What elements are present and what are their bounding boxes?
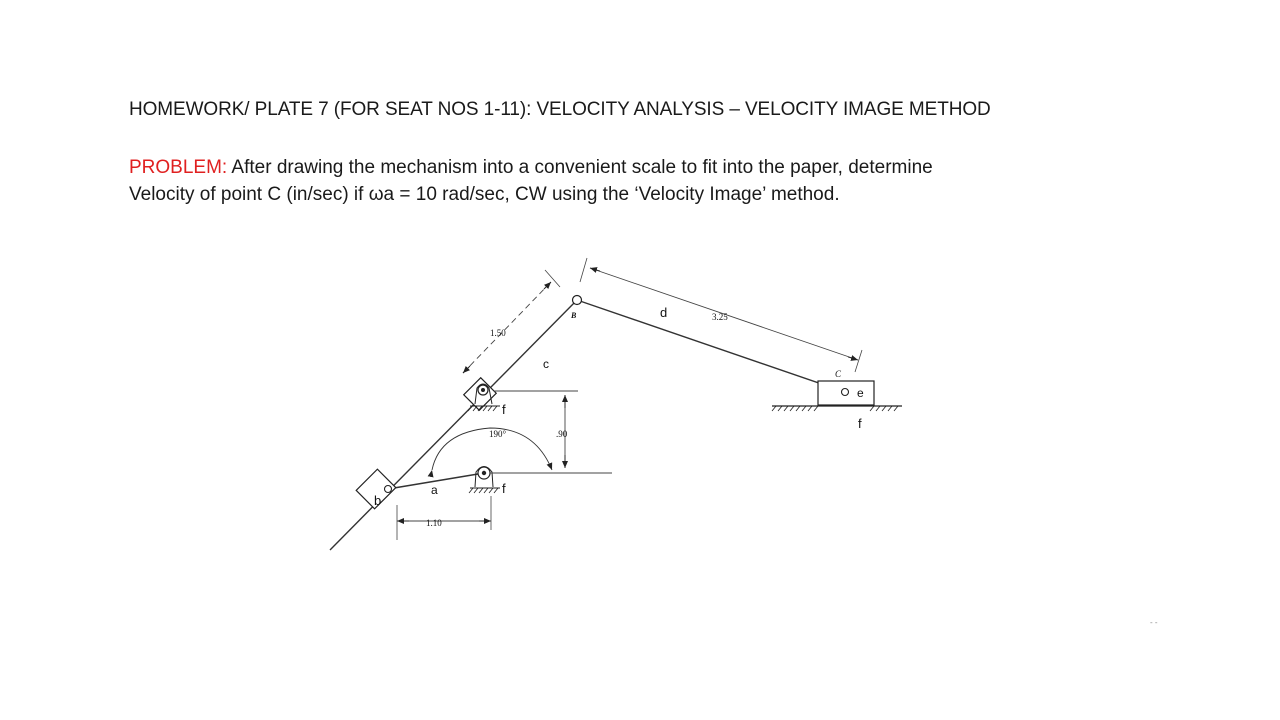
label-dim-325: 3.25 <box>712 312 728 322</box>
joint-c-pin <box>842 389 849 396</box>
label-point-B: B <box>571 311 577 320</box>
label-link-b: b <box>374 493 382 508</box>
label-ground-top: f <box>502 402 506 417</box>
label-angle-190: 190° <box>489 429 507 439</box>
lower-ground-hatch <box>469 488 498 493</box>
problem-line-2: Velocity of point C (in/sec) if ωa = 10 rad/sec, CW using the ‘Velocity Image’ method. <box>129 184 840 205</box>
link-d <box>577 300 845 392</box>
slider-ground-hatch <box>772 406 898 411</box>
label-link-e: e <box>857 386 864 400</box>
label-dim-110: 1.10 <box>426 518 442 528</box>
label-link-a: a <box>431 483 438 497</box>
label-dim-150: 1.50 <box>490 328 506 338</box>
page-title: HOMEWORK/ PLATE 7 (FOR SEAT NOS 1-11): VELOCITY ANALYSIS – VELOCITY IMAGE METHOD <box>129 99 991 120</box>
dim-150-line <box>463 282 551 373</box>
joint-a-b-pin <box>385 486 392 493</box>
joint-b-pin <box>573 296 582 305</box>
corner-mark: - - <box>1150 618 1158 627</box>
label-ground-bottom: f <box>502 481 506 496</box>
label-point-C: C <box>835 369 842 379</box>
label-dim-090: .90 <box>556 429 568 439</box>
label-link-d: d <box>660 305 668 320</box>
label-link-c: c <box>543 357 549 371</box>
link-c <box>330 300 577 550</box>
problem-line-1: After drawing the mechanism into a convenient scale to fit into the paper, determine <box>227 157 933 178</box>
label-ground-slider: f <box>858 416 862 431</box>
problem-label: PROBLEM: <box>129 157 228 178</box>
